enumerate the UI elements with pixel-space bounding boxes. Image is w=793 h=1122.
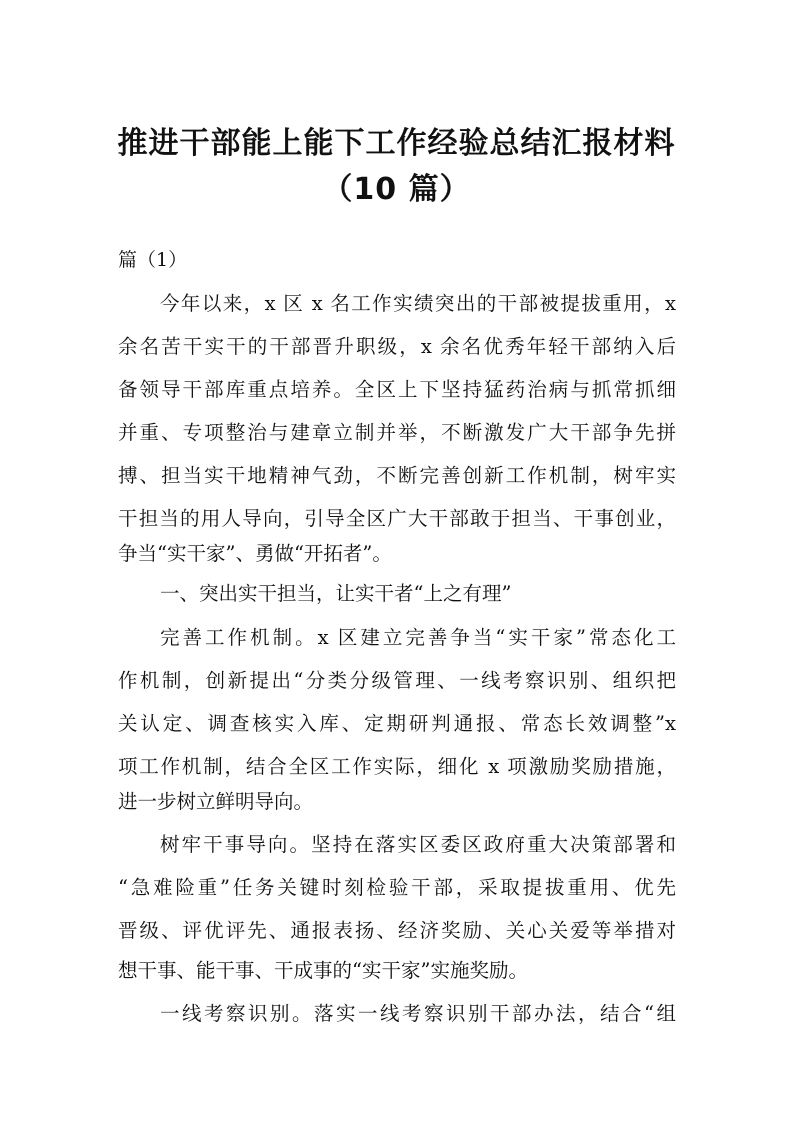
paragraph-line: 进一步树立鲜明导向。 xyxy=(118,790,314,813)
document-subtitle: （10 篇） xyxy=(322,172,471,207)
section-heading: 一、突出实干担当，让实干者“上之有理” xyxy=(160,582,512,605)
paragraph-line: 项工作机制，结合全区工作实际，细化 x 项激励奖励措施， xyxy=(118,755,676,778)
paragraph-line: 晋级、评优评先、通报表扬、经济奖励、关心关爱等举措对 xyxy=(118,919,676,942)
paragraph-line: 并重、专项整治与建章立制并举，不断激发广大干部争先拼 xyxy=(118,421,676,444)
section-label: 篇（1） xyxy=(118,249,188,271)
paragraph-line: “急难险重”任务关键时刻检验干部，采取提拔重用、优先 xyxy=(118,876,676,899)
paragraph-line: 搏、担当实干地精神气劲，不断完善创新工作机制，树牢实 xyxy=(118,464,676,487)
paragraph-line: 树牢干事导向。坚持在落实区委区政府重大决策部署和 xyxy=(160,833,676,856)
paragraph-line: 余名苦干实干的干部晋升职级，x 余名优秀年轻干部纳入后 xyxy=(118,335,676,358)
paragraph-line: 关认定、调查核实入库、定期研判通报、常态长效调整”x xyxy=(118,712,676,735)
paragraph-line: 想干事、能干事、干成事的“实干家”实施奖励。 xyxy=(118,959,528,982)
paragraph-line: 作机制，创新提出“分类分级管理、一线考察识别、组织把 xyxy=(118,669,676,692)
document-title: 推进干部能上能下工作经验总结汇报材料 xyxy=(117,126,676,161)
paragraph-line: 争当“实干家”、勇做“开拓者”。 xyxy=(118,542,392,565)
paragraph-line: 今年以来，x 区 x 名工作实绩突出的干部被提拔重用，x xyxy=(160,292,676,315)
paragraph-line: 备领导干部库重点培养。全区上下坚持猛药治病与抓常抓细 xyxy=(118,378,676,401)
paragraph-line: 一线考察识别。落实一线考察识别干部办法，结合“组 xyxy=(160,1002,676,1025)
paragraph-line: 干担当的用人导向，引导全区广大干部敢于担当、干事创业， xyxy=(118,507,676,530)
paragraph-line: 完善工作机制。x 区建立完善争当“实干家”常态化工 xyxy=(160,626,676,649)
